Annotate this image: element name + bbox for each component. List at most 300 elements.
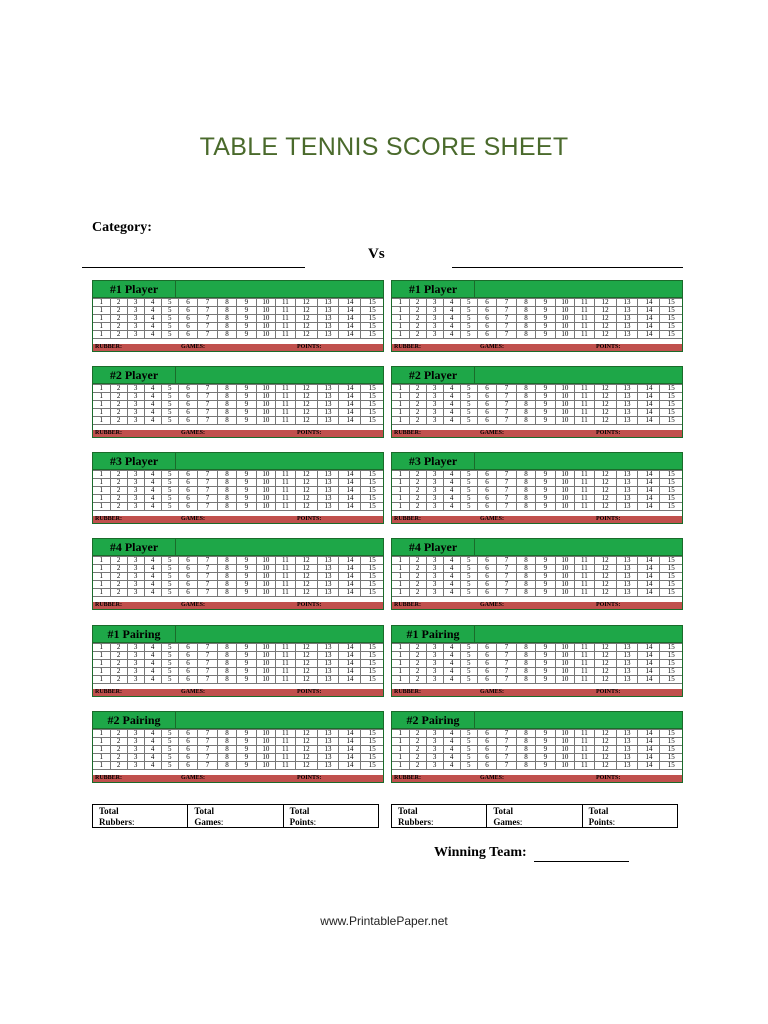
- score-cell[interactable]: 4: [144, 385, 161, 393]
- score-cell[interactable]: 6: [178, 565, 197, 573]
- score-cell[interactable]: 1: [93, 503, 110, 511]
- score-cell[interactable]: 12: [295, 299, 317, 307]
- score-cell[interactable]: 8: [217, 385, 236, 393]
- total-rubbers-cell[interactable]: Total Rubbers :: [93, 805, 188, 827]
- score-cell[interactable]: 4: [144, 409, 161, 417]
- score-cell[interactable]: 4: [443, 417, 460, 425]
- score-cell[interactable]: 12: [295, 471, 317, 479]
- score-cell[interactable]: 6: [178, 299, 197, 307]
- score-cell[interactable]: 9: [237, 401, 256, 409]
- score-cell[interactable]: 15: [361, 331, 383, 339]
- score-cell[interactable]: 9: [536, 401, 555, 409]
- score-cell[interactable]: 8: [516, 331, 535, 339]
- score-cell[interactable]: 5: [161, 471, 178, 479]
- score-cell[interactable]: 2: [409, 573, 426, 581]
- score-cell[interactable]: 9: [237, 738, 256, 746]
- score-cell[interactable]: 14: [339, 307, 361, 315]
- score-cell[interactable]: 15: [361, 557, 383, 565]
- score-cell[interactable]: 11: [575, 299, 594, 307]
- score-cell[interactable]: 12: [594, 331, 616, 339]
- score-cell[interactable]: 3: [426, 565, 443, 573]
- score-cell[interactable]: 5: [460, 331, 477, 339]
- score-cell[interactable]: 8: [217, 471, 236, 479]
- player-name-field[interactable]: [176, 539, 383, 555]
- score-cell[interactable]: 14: [339, 299, 361, 307]
- score-cell[interactable]: 2: [110, 323, 127, 331]
- score-cell[interactable]: 10: [256, 323, 275, 331]
- score-cell[interactable]: 1: [93, 668, 110, 676]
- score-cell[interactable]: 1: [392, 660, 409, 668]
- score-cell[interactable]: 11: [276, 660, 295, 668]
- score-cell[interactable]: 14: [638, 581, 660, 589]
- score-cell[interactable]: 8: [516, 479, 535, 487]
- score-cell[interactable]: 9: [536, 746, 555, 754]
- score-cell[interactable]: 15: [660, 393, 682, 401]
- score-cell[interactable]: 5: [161, 644, 178, 652]
- score-cell[interactable]: 2: [409, 762, 426, 770]
- score-cell[interactable]: 5: [460, 503, 477, 511]
- score-cell[interactable]: 7: [497, 503, 516, 511]
- score-cell[interactable]: 13: [317, 385, 339, 393]
- score-cell[interactable]: 13: [317, 323, 339, 331]
- score-cell[interactable]: 14: [638, 754, 660, 762]
- score-cell[interactable]: 6: [477, 746, 496, 754]
- score-cell[interactable]: 10: [555, 409, 574, 417]
- score-cell[interactable]: 4: [443, 573, 460, 581]
- score-cell[interactable]: 12: [594, 581, 616, 589]
- score-cell[interactable]: 11: [276, 676, 295, 684]
- score-cell[interactable]: 15: [361, 409, 383, 417]
- score-cell[interactable]: 3: [127, 676, 144, 684]
- score-cell[interactable]: 4: [443, 401, 460, 409]
- score-cell[interactable]: 2: [409, 401, 426, 409]
- score-cell[interactable]: 8: [516, 581, 535, 589]
- score-cell[interactable]: 9: [237, 730, 256, 738]
- score-cell[interactable]: 13: [616, 754, 638, 762]
- player-name-field[interactable]: [475, 712, 682, 728]
- score-cell[interactable]: 12: [594, 676, 616, 684]
- score-cell[interactable]: 11: [276, 573, 295, 581]
- score-cell[interactable]: 13: [317, 393, 339, 401]
- score-cell[interactable]: 9: [536, 299, 555, 307]
- score-cell[interactable]: 15: [660, 581, 682, 589]
- score-cell[interactable]: 12: [295, 581, 317, 589]
- score-cell[interactable]: 11: [575, 409, 594, 417]
- score-cell[interactable]: 10: [256, 676, 275, 684]
- score-cell[interactable]: 9: [536, 503, 555, 511]
- score-cell[interactable]: 4: [443, 754, 460, 762]
- score-cell[interactable]: 5: [161, 503, 178, 511]
- score-cell[interactable]: 5: [460, 652, 477, 660]
- score-cell[interactable]: 11: [575, 573, 594, 581]
- score-cell[interactable]: 2: [110, 557, 127, 565]
- player-name-field[interactable]: [176, 712, 383, 728]
- score-cell[interactable]: 3: [127, 730, 144, 738]
- score-cell[interactable]: 2: [110, 746, 127, 754]
- score-cell[interactable]: 4: [443, 487, 460, 495]
- score-cell[interactable]: 3: [426, 487, 443, 495]
- score-cell[interactable]: 12: [295, 479, 317, 487]
- score-cell[interactable]: 6: [178, 503, 197, 511]
- score-cell[interactable]: 12: [594, 479, 616, 487]
- score-cell[interactable]: 7: [198, 589, 217, 597]
- score-cell[interactable]: 13: [616, 557, 638, 565]
- score-cell[interactable]: 7: [497, 385, 516, 393]
- score-cell[interactable]: 4: [443, 331, 460, 339]
- score-cell[interactable]: 9: [237, 323, 256, 331]
- score-cell[interactable]: 7: [497, 589, 516, 597]
- score-cell[interactable]: 6: [178, 315, 197, 323]
- score-cell[interactable]: 11: [575, 503, 594, 511]
- score-cell[interactable]: 12: [594, 754, 616, 762]
- score-cell[interactable]: 13: [317, 668, 339, 676]
- score-cell[interactable]: 10: [555, 589, 574, 597]
- score-cell[interactable]: 7: [497, 299, 516, 307]
- score-cell[interactable]: 7: [497, 479, 516, 487]
- score-cell[interactable]: 6: [477, 668, 496, 676]
- score-cell[interactable]: 4: [144, 746, 161, 754]
- score-cell[interactable]: 3: [426, 503, 443, 511]
- score-cell[interactable]: 7: [198, 385, 217, 393]
- score-cell[interactable]: 2: [409, 393, 426, 401]
- score-cell[interactable]: 8: [516, 393, 535, 401]
- score-cell[interactable]: 4: [144, 644, 161, 652]
- score-cell[interactable]: 11: [276, 557, 295, 565]
- score-cell[interactable]: 6: [477, 557, 496, 565]
- score-cell[interactable]: 3: [127, 565, 144, 573]
- score-cell[interactable]: 15: [660, 385, 682, 393]
- score-cell[interactable]: 7: [497, 754, 516, 762]
- score-cell[interactable]: 6: [178, 471, 197, 479]
- score-cell[interactable]: 11: [575, 676, 594, 684]
- score-cell[interactable]: 8: [217, 660, 236, 668]
- score-cell[interactable]: 6: [178, 652, 197, 660]
- score-cell[interactable]: 3: [127, 668, 144, 676]
- score-cell[interactable]: 13: [317, 417, 339, 425]
- score-cell[interactable]: 6: [477, 754, 496, 762]
- score-cell[interactable]: 3: [426, 730, 443, 738]
- score-cell[interactable]: 5: [460, 565, 477, 573]
- score-cell[interactable]: 14: [638, 565, 660, 573]
- score-cell[interactable]: 5: [161, 479, 178, 487]
- score-cell[interactable]: 4: [144, 323, 161, 331]
- score-cell[interactable]: 4: [144, 573, 161, 581]
- player-name-field[interactable]: [475, 453, 682, 469]
- score-cell[interactable]: 5: [161, 315, 178, 323]
- score-cell[interactable]: 3: [127, 299, 144, 307]
- score-cell[interactable]: 1: [392, 573, 409, 581]
- score-cell[interactable]: 2: [110, 487, 127, 495]
- score-cell[interactable]: 11: [276, 315, 295, 323]
- score-cell[interactable]: 4: [443, 479, 460, 487]
- score-cell[interactable]: 12: [295, 573, 317, 581]
- score-cell[interactable]: 12: [295, 660, 317, 668]
- score-cell[interactable]: 13: [616, 668, 638, 676]
- score-cell[interactable]: 6: [178, 307, 197, 315]
- score-cell[interactable]: 14: [638, 323, 660, 331]
- score-cell[interactable]: 3: [426, 660, 443, 668]
- score-cell[interactable]: 10: [256, 479, 275, 487]
- score-cell[interactable]: 15: [361, 479, 383, 487]
- score-cell[interactable]: 4: [144, 393, 161, 401]
- score-cell[interactable]: 15: [361, 754, 383, 762]
- score-cell[interactable]: 10: [555, 581, 574, 589]
- score-cell[interactable]: 2: [409, 487, 426, 495]
- score-cell[interactable]: 14: [638, 307, 660, 315]
- score-cell[interactable]: 9: [536, 652, 555, 660]
- score-cell[interactable]: 8: [217, 589, 236, 597]
- score-cell[interactable]: 3: [127, 417, 144, 425]
- score-cell[interactable]: 1: [392, 401, 409, 409]
- score-cell[interactable]: 6: [477, 589, 496, 597]
- score-cell[interactable]: 6: [477, 581, 496, 589]
- score-cell[interactable]: 8: [217, 668, 236, 676]
- score-cell[interactable]: 6: [477, 385, 496, 393]
- score-cell[interactable]: 7: [198, 557, 217, 565]
- score-cell[interactable]: 11: [276, 565, 295, 573]
- score-cell[interactable]: 1: [93, 487, 110, 495]
- score-cell[interactable]: 12: [295, 644, 317, 652]
- score-cell[interactable]: 5: [460, 417, 477, 425]
- score-cell[interactable]: 9: [237, 557, 256, 565]
- score-cell[interactable]: 9: [536, 589, 555, 597]
- score-cell[interactable]: 15: [660, 299, 682, 307]
- score-cell[interactable]: 12: [594, 471, 616, 479]
- score-cell[interactable]: 14: [339, 409, 361, 417]
- score-cell[interactable]: 7: [198, 487, 217, 495]
- score-cell[interactable]: 5: [460, 315, 477, 323]
- score-cell[interactable]: 3: [127, 401, 144, 409]
- score-cell[interactable]: 6: [178, 409, 197, 417]
- score-cell[interactable]: 4: [443, 385, 460, 393]
- score-cell[interactable]: 11: [575, 589, 594, 597]
- score-cell[interactable]: 7: [198, 323, 217, 331]
- score-cell[interactable]: 1: [93, 307, 110, 315]
- score-cell[interactable]: 9: [237, 660, 256, 668]
- score-cell[interactable]: 5: [161, 762, 178, 770]
- score-cell[interactable]: 6: [477, 676, 496, 684]
- score-cell[interactable]: 7: [198, 503, 217, 511]
- score-cell[interactable]: 13: [616, 385, 638, 393]
- player-name-field[interactable]: [176, 281, 383, 297]
- score-cell[interactable]: 3: [426, 581, 443, 589]
- score-cell[interactable]: 2: [110, 401, 127, 409]
- score-cell[interactable]: 9: [237, 409, 256, 417]
- score-cell[interactable]: 6: [477, 299, 496, 307]
- score-cell[interactable]: 11: [276, 754, 295, 762]
- score-cell[interactable]: 11: [575, 557, 594, 565]
- score-cell[interactable]: 11: [276, 644, 295, 652]
- score-cell[interactable]: 3: [127, 385, 144, 393]
- score-cell[interactable]: 8: [516, 315, 535, 323]
- score-cell[interactable]: 14: [339, 315, 361, 323]
- score-cell[interactable]: 9: [237, 471, 256, 479]
- score-cell[interactable]: 5: [161, 393, 178, 401]
- score-cell[interactable]: 10: [555, 644, 574, 652]
- score-cell[interactable]: 12: [594, 762, 616, 770]
- score-cell[interactable]: 4: [144, 331, 161, 339]
- score-cell[interactable]: 1: [93, 730, 110, 738]
- score-cell[interactable]: 8: [516, 495, 535, 503]
- score-cell[interactable]: 2: [110, 668, 127, 676]
- score-cell[interactable]: 8: [217, 479, 236, 487]
- score-cell[interactable]: 15: [660, 660, 682, 668]
- score-cell[interactable]: 9: [536, 479, 555, 487]
- score-cell[interactable]: 14: [638, 385, 660, 393]
- score-cell[interactable]: 5: [161, 652, 178, 660]
- score-cell[interactable]: 9: [237, 503, 256, 511]
- score-cell[interactable]: 15: [660, 479, 682, 487]
- score-cell[interactable]: 11: [276, 409, 295, 417]
- score-cell[interactable]: 7: [198, 746, 217, 754]
- score-cell[interactable]: 8: [217, 581, 236, 589]
- score-cell[interactable]: 3: [426, 307, 443, 315]
- score-cell[interactable]: 9: [536, 417, 555, 425]
- score-cell[interactable]: 13: [317, 503, 339, 511]
- score-cell[interactable]: 14: [339, 487, 361, 495]
- score-cell[interactable]: 13: [317, 644, 339, 652]
- score-cell[interactable]: 2: [110, 479, 127, 487]
- score-cell[interactable]: 2: [409, 676, 426, 684]
- score-cell[interactable]: 1: [93, 565, 110, 573]
- score-cell[interactable]: 14: [638, 573, 660, 581]
- score-cell[interactable]: 6: [477, 401, 496, 409]
- score-cell[interactable]: 11: [276, 299, 295, 307]
- score-cell[interactable]: 4: [144, 676, 161, 684]
- score-cell[interactable]: 6: [178, 417, 197, 425]
- score-cell[interactable]: 9: [237, 307, 256, 315]
- score-cell[interactable]: 2: [409, 738, 426, 746]
- score-cell[interactable]: 5: [161, 557, 178, 565]
- score-cell[interactable]: 4: [144, 730, 161, 738]
- score-cell[interactable]: 3: [127, 331, 144, 339]
- score-cell[interactable]: 3: [127, 409, 144, 417]
- score-cell[interactable]: 8: [516, 738, 535, 746]
- score-cell[interactable]: 11: [575, 762, 594, 770]
- score-cell[interactable]: 7: [198, 417, 217, 425]
- score-cell[interactable]: 5: [161, 581, 178, 589]
- score-cell[interactable]: 6: [178, 323, 197, 331]
- score-cell[interactable]: 2: [110, 409, 127, 417]
- score-cell[interactable]: 11: [575, 730, 594, 738]
- score-cell[interactable]: 9: [237, 762, 256, 770]
- score-cell[interactable]: 5: [161, 746, 178, 754]
- score-cell[interactable]: 5: [161, 487, 178, 495]
- score-cell[interactable]: 8: [516, 565, 535, 573]
- score-cell[interactable]: 9: [536, 471, 555, 479]
- score-cell[interactable]: 5: [460, 589, 477, 597]
- score-cell[interactable]: 4: [443, 393, 460, 401]
- score-cell[interactable]: 1: [93, 762, 110, 770]
- score-cell[interactable]: 12: [295, 487, 317, 495]
- score-cell[interactable]: 7: [198, 573, 217, 581]
- score-cell[interactable]: 13: [616, 762, 638, 770]
- score-cell[interactable]: 15: [660, 652, 682, 660]
- score-cell[interactable]: 7: [497, 668, 516, 676]
- score-cell[interactable]: 2: [110, 315, 127, 323]
- score-cell[interactable]: 4: [443, 495, 460, 503]
- score-cell[interactable]: 14: [339, 660, 361, 668]
- score-cell[interactable]: 9: [237, 652, 256, 660]
- score-cell[interactable]: 11: [276, 479, 295, 487]
- score-cell[interactable]: 3: [426, 495, 443, 503]
- score-cell[interactable]: 1: [93, 581, 110, 589]
- score-cell[interactable]: 6: [477, 495, 496, 503]
- score-cell[interactable]: 15: [361, 581, 383, 589]
- score-cell[interactable]: 14: [339, 323, 361, 331]
- score-cell[interactable]: 9: [237, 299, 256, 307]
- score-cell[interactable]: 4: [144, 417, 161, 425]
- score-cell[interactable]: 5: [460, 746, 477, 754]
- score-cell[interactable]: 12: [594, 409, 616, 417]
- score-cell[interactable]: 2: [409, 644, 426, 652]
- score-cell[interactable]: 14: [339, 503, 361, 511]
- score-cell[interactable]: 15: [361, 323, 383, 331]
- score-cell[interactable]: 15: [660, 409, 682, 417]
- score-cell[interactable]: 15: [361, 762, 383, 770]
- score-cell[interactable]: 1: [392, 479, 409, 487]
- score-cell[interactable]: 4: [144, 762, 161, 770]
- score-cell[interactable]: 14: [339, 754, 361, 762]
- score-cell[interactable]: 7: [497, 652, 516, 660]
- score-cell[interactable]: 2: [409, 660, 426, 668]
- score-cell[interactable]: 4: [443, 323, 460, 331]
- score-cell[interactable]: 12: [594, 746, 616, 754]
- score-cell[interactable]: 15: [660, 730, 682, 738]
- score-cell[interactable]: 9: [536, 730, 555, 738]
- score-cell[interactable]: 7: [497, 565, 516, 573]
- score-cell[interactable]: 8: [516, 676, 535, 684]
- score-cell[interactable]: 8: [217, 417, 236, 425]
- score-cell[interactable]: 9: [237, 573, 256, 581]
- score-cell[interactable]: 10: [256, 331, 275, 339]
- score-cell[interactable]: 10: [256, 487, 275, 495]
- score-cell[interactable]: 13: [616, 495, 638, 503]
- score-cell[interactable]: 15: [361, 668, 383, 676]
- score-cell[interactable]: 1: [392, 495, 409, 503]
- score-cell[interactable]: 8: [516, 409, 535, 417]
- score-cell[interactable]: 3: [127, 581, 144, 589]
- score-cell[interactable]: 10: [256, 738, 275, 746]
- score-cell[interactable]: 4: [144, 738, 161, 746]
- score-cell[interactable]: 4: [443, 660, 460, 668]
- score-cell[interactable]: 6: [178, 668, 197, 676]
- score-cell[interactable]: 11: [575, 471, 594, 479]
- score-cell[interactable]: 5: [460, 393, 477, 401]
- score-cell[interactable]: 2: [409, 754, 426, 762]
- score-cell[interactable]: 15: [660, 738, 682, 746]
- score-cell[interactable]: 10: [555, 393, 574, 401]
- score-cell[interactable]: 10: [256, 495, 275, 503]
- score-cell[interactable]: 2: [110, 299, 127, 307]
- score-cell[interactable]: 2: [110, 589, 127, 597]
- score-cell[interactable]: 1: [93, 417, 110, 425]
- score-cell[interactable]: 14: [638, 652, 660, 660]
- score-cell[interactable]: 1: [93, 557, 110, 565]
- score-cell[interactable]: 3: [426, 573, 443, 581]
- score-cell[interactable]: 6: [477, 315, 496, 323]
- score-cell[interactable]: 15: [361, 676, 383, 684]
- score-cell[interactable]: 1: [392, 385, 409, 393]
- score-cell[interactable]: 1: [93, 660, 110, 668]
- score-cell[interactable]: 1: [392, 738, 409, 746]
- score-cell[interactable]: 14: [339, 762, 361, 770]
- score-cell[interactable]: 9: [536, 385, 555, 393]
- score-cell[interactable]: 6: [477, 503, 496, 511]
- score-cell[interactable]: 11: [276, 393, 295, 401]
- score-cell[interactable]: 3: [127, 746, 144, 754]
- score-cell[interactable]: 6: [178, 479, 197, 487]
